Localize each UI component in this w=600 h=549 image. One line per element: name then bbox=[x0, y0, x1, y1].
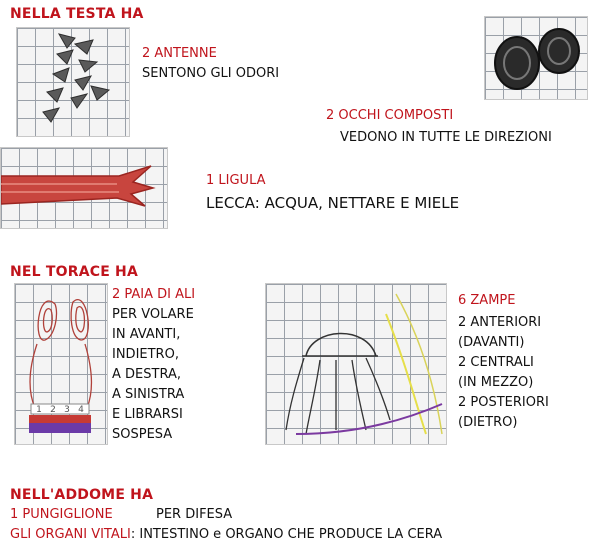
organs-label: GLI ORGANI VITALI bbox=[10, 527, 131, 542]
wing-drawing-number: 3 bbox=[64, 405, 70, 415]
wings-label: 2 PAIA DI ALI bbox=[112, 287, 196, 302]
sting-desc: PER DIFESA bbox=[156, 507, 233, 522]
legs-label: 6 ZAMPE bbox=[458, 293, 516, 308]
legs-desc-line: (DIETRO) bbox=[458, 415, 518, 430]
section-title-thorax: NEL TORACE HA bbox=[10, 264, 139, 280]
eyes-label: 2 OCCHI COMPOSTI bbox=[326, 108, 454, 123]
compound-eyes-drawing bbox=[484, 16, 588, 100]
legs-desc bbox=[458, 313, 549, 433]
organs-line bbox=[10, 525, 442, 545]
wings-desc-line: SOSPESA bbox=[112, 427, 173, 442]
ligula-label: 1 LIGULA bbox=[206, 173, 266, 188]
organs-desc: : INTESTINO e ORGANO CHE PRODUCE LA CERA bbox=[130, 527, 443, 542]
wings-desc bbox=[112, 305, 194, 445]
wings-desc-line: E LIBRARSI bbox=[112, 407, 183, 422]
wings-desc-line: A SINISTRA bbox=[112, 387, 185, 402]
eyes-desc: VEDONO IN TUTTE LE DIREZIONI bbox=[340, 130, 552, 145]
legs-desc-line: 2 CENTRALI bbox=[458, 355, 534, 370]
wing-drawing-number: 4 bbox=[78, 405, 84, 415]
legs-drawing bbox=[265, 283, 447, 445]
legs-desc-line: (DAVANTI) bbox=[458, 335, 525, 350]
legs-desc-line: 2 ANTERIORI bbox=[458, 315, 542, 330]
legs-desc-line: 2 POSTERIORI bbox=[458, 395, 549, 410]
ligula-drawing bbox=[0, 147, 168, 229]
antennae-desc: SENTONO GLI ODORI bbox=[142, 66, 280, 81]
wings-desc-line: INDIETRO, bbox=[112, 347, 179, 362]
section-title-head: NELLA TESTA HA bbox=[10, 6, 144, 22]
section-title-abdomen: NELL'ADDOME HA bbox=[10, 487, 154, 503]
legs-desc-line: (IN MEZZO) bbox=[458, 375, 534, 390]
wings-drawing bbox=[14, 283, 108, 445]
ligula-desc: LECCA: ACQUA, NETTARE E MIELE bbox=[206, 194, 460, 212]
antennae-drawing bbox=[16, 27, 130, 137]
wings-desc-line: IN AVANTI, bbox=[112, 327, 181, 342]
wing-drawing-number: 2 bbox=[50, 405, 56, 415]
sting-label: 1 PUNGIGLIONE bbox=[10, 507, 113, 522]
antennae-label: 2 ANTENNE bbox=[142, 46, 217, 61]
wing-drawing-number: 1 bbox=[36, 405, 42, 415]
wings-desc-line: PER VOLARE bbox=[112, 307, 194, 322]
wings-desc-line: A DESTRA, bbox=[112, 367, 181, 382]
